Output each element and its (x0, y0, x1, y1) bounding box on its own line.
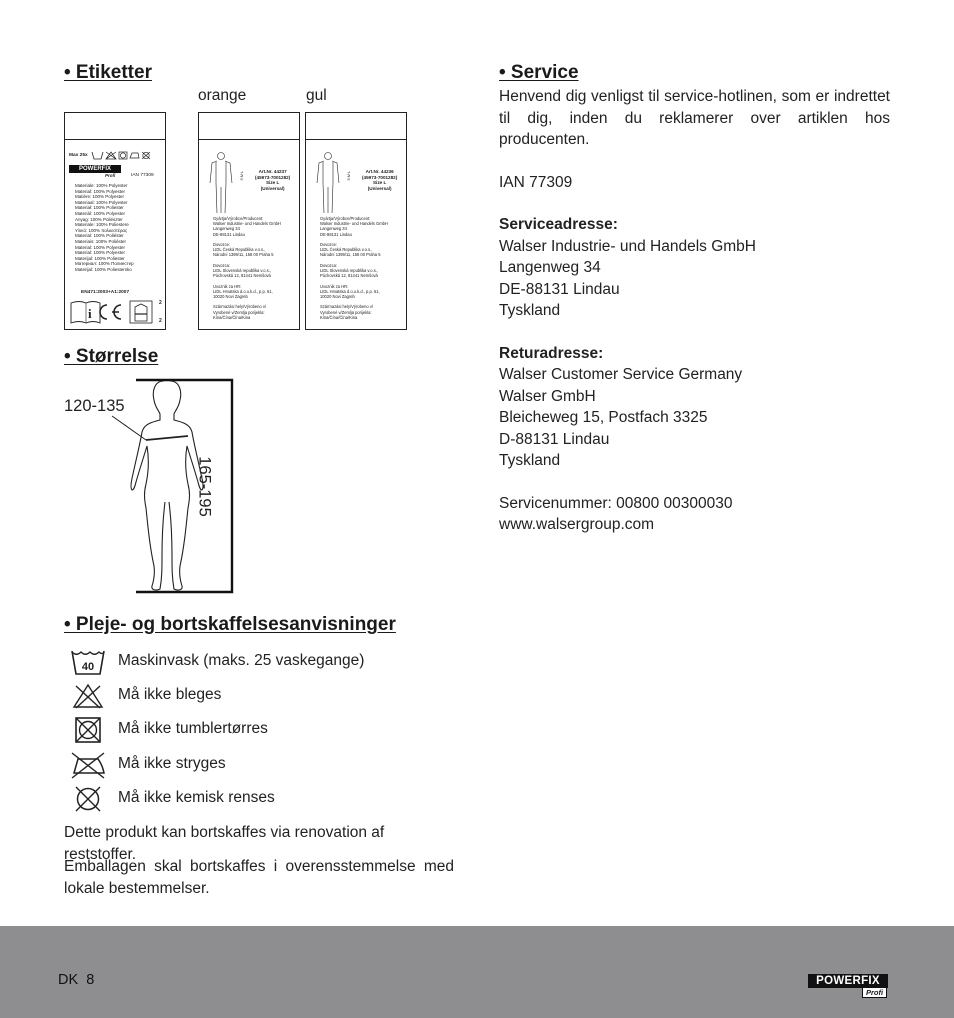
service-intro: Henvend dig venligst til service-hotlinen, som er indrettet til dig, inden du reklamerer over artiklen hos producenten. (499, 88, 890, 148)
service-ian: IAN 77309 (499, 173, 573, 191)
wash-40-icon (70, 648, 106, 676)
address-line: Langenweg 34 (499, 259, 601, 276)
page-number: DK 8 (58, 972, 95, 988)
page-footer (0, 926, 954, 1018)
tag-article-number: Art.Nr. 44236 (45973-7001282) Size L (Universal) (362, 169, 398, 191)
material-line: Anyag: 100% Poliészter (75, 216, 123, 222)
body-size-figure-icon (100, 378, 240, 596)
material-line: Materijal: 100% Poliestersko (75, 266, 132, 272)
service-heading: • Service (499, 62, 579, 83)
material-line: Material: 100% Poliéster (75, 233, 124, 239)
return-address-line: Walser GmbH (499, 387, 596, 405)
care-label-no-tumble: Må ikke tumblertørres (118, 720, 268, 737)
care-symbols-row-icon (91, 150, 157, 161)
material-line: Material: 100% Polyester (75, 188, 126, 194)
service-address-heading: Serviceadresse: (499, 216, 618, 233)
material-line: Materiale: 100% Polyester (75, 183, 128, 188)
address-line: Tyskland (499, 302, 561, 319)
size-mark: S·M·L (240, 171, 244, 181)
footer-brand: POWERFIX (808, 974, 888, 988)
care-label-no-iron: Må ikke stryges (118, 755, 226, 772)
material-line: Materiale: 100% Poliestere (75, 222, 129, 228)
care-item-no-dryclean (70, 785, 275, 813)
body-figure-icon (205, 151, 237, 215)
care-label-no-dryclean: Må ikke kemisk renses (118, 789, 275, 806)
height-measure: 165-195 (195, 456, 214, 517)
size-mark: S·M·L (347, 171, 351, 181)
svg-text:i: i (88, 306, 92, 321)
labels-heading: • Etiketter (64, 62, 152, 83)
material-line: Material: 100% Polyester (75, 244, 126, 250)
body-figure-icon (312, 151, 344, 215)
material-line: Materiaal: 100% Polyester (75, 199, 128, 205)
material-line: Materiais: 100% Poliéster (75, 238, 127, 244)
footer-brand-sub: Profi (862, 987, 887, 998)
material-line: Materiał: 100% Poliester (75, 205, 124, 211)
address-line: DE-88131 Lindau (499, 280, 620, 298)
size-heading: • Størrelse (64, 346, 159, 367)
class-top: 2 (159, 300, 162, 306)
tag-ian: IAN 77309 (131, 173, 154, 178)
service-web[interactable]: www.walsergroup.com (499, 516, 655, 533)
care-item-no-bleach (70, 682, 222, 710)
no-bleach-icon (70, 682, 106, 710)
material-line: Materijal: 100% Poliester (75, 255, 125, 261)
return-address-heading: Returadresse: (499, 344, 604, 362)
material-line: Materiál: 100% Polyester (75, 210, 126, 216)
material-list (75, 183, 163, 273)
tag-vendor-info: Gyártja/Výrobce/Producent: Walser Industrie- und Handels GmbH Langenweg 34 DE-88131 Lindau Dovozce: LIDL Česká Republika v.o.s., Národní 1399/11, 158 00 Praha 5 Dovozca: LIDL Slovenská republika v.o.s., Púchovská 12, 81441 Nemšová Uvoznik za HR: LIDL Hrvatska d.o.o.k.d., p.p. 61, 10020 Novi Zagreb Származási hely/Výrobeno v/ Vyrobené v/Zemlja porijekla: Kína/Čína/Čína/Kina (213, 216, 281, 320)
label-tag-orange (198, 112, 300, 330)
material-line: Υλικό: 100% πολυεστέρας (75, 227, 128, 233)
care-label-no-bleach: Må ikke bleges (118, 686, 222, 703)
label-tag-yellow (305, 112, 407, 330)
material-line: Material: 100% Polyester (75, 250, 126, 256)
address-line: Walser Industrie- und Handels GmbH (499, 237, 756, 255)
care-item-no-tumble (70, 716, 268, 744)
return-address-line: Walser Customer Service Germany (499, 366, 743, 383)
care-label-wash: Maskinvask (maks. 25 vaskegange) (118, 652, 365, 669)
tag-brand-logo: POWERFIX (69, 165, 121, 173)
no-iron-icon (70, 751, 106, 779)
return-address-line: Bleicheweg 15, Postfach 3325 (499, 409, 708, 426)
return-address-line: D-88131 Lindau (499, 430, 610, 448)
no-dry-clean-icon (70, 785, 106, 813)
tag-norm: EN471:2003+A1:2007 (81, 290, 130, 295)
no-tumble-dry-icon (70, 716, 106, 744)
max-wash-count: Max 25x (69, 153, 88, 158)
tag-brand-sub: Profi (105, 173, 116, 178)
certification-icons (69, 299, 157, 325)
tag-vendor-info: Gyártja/Výrobce/Producent: Walser Industrie- und Handels GmbH Langenweg 34 DE-88131 Lindau Dovozce: LIDL Česká Republika v.o.s., Národní 1399/11, 158 00 Praha 5 Dovozca: LIDL Slovenská republika v.o.s., Púchovská 12, 81441 Nemšová Uvoznik za HR: LIDL Hrvatska d.o.o.k.d., p.p. 61, 10020 Novi Zagreb Származási hely/Výrobeno v/ Vyrobené v/Zemlja porijekla: Kína/Čína/Čína/Kina (320, 216, 388, 320)
disposal-text-2: Emballagen skal bortskaffes i overensstemmelse med lokale bestemmelser. (64, 858, 454, 897)
wash-temp: 40 (81, 661, 95, 673)
return-address-line: Tyskland (499, 452, 561, 469)
care-item-no-iron (70, 751, 226, 779)
service-block (499, 86, 890, 536)
care-item-wash (70, 648, 365, 676)
disposal-text-1: Dette produkt kan bortskaffes via renovation af reststoffer. (64, 824, 385, 863)
tag-article-number: Art.Nr. 44237 (45973-7001282) Size L (Universal) (255, 169, 291, 191)
class-bottom: 2 (159, 318, 162, 324)
powerfix-logo (808, 972, 896, 998)
service-phone: Servicenummer: 00800 00300030 (499, 494, 733, 512)
label-tag-materials (64, 112, 166, 330)
label-color-yellow: gul (306, 87, 327, 104)
care-heading: • Pleje- og bortskaffelsesanvisninger (64, 614, 396, 635)
material-line: Материал: 100% Полиестер (75, 261, 134, 267)
material-line: Matière: 100% Polyester (75, 194, 125, 200)
label-color-orange: orange (198, 87, 247, 104)
chest-measure: 120-135 (64, 397, 125, 415)
